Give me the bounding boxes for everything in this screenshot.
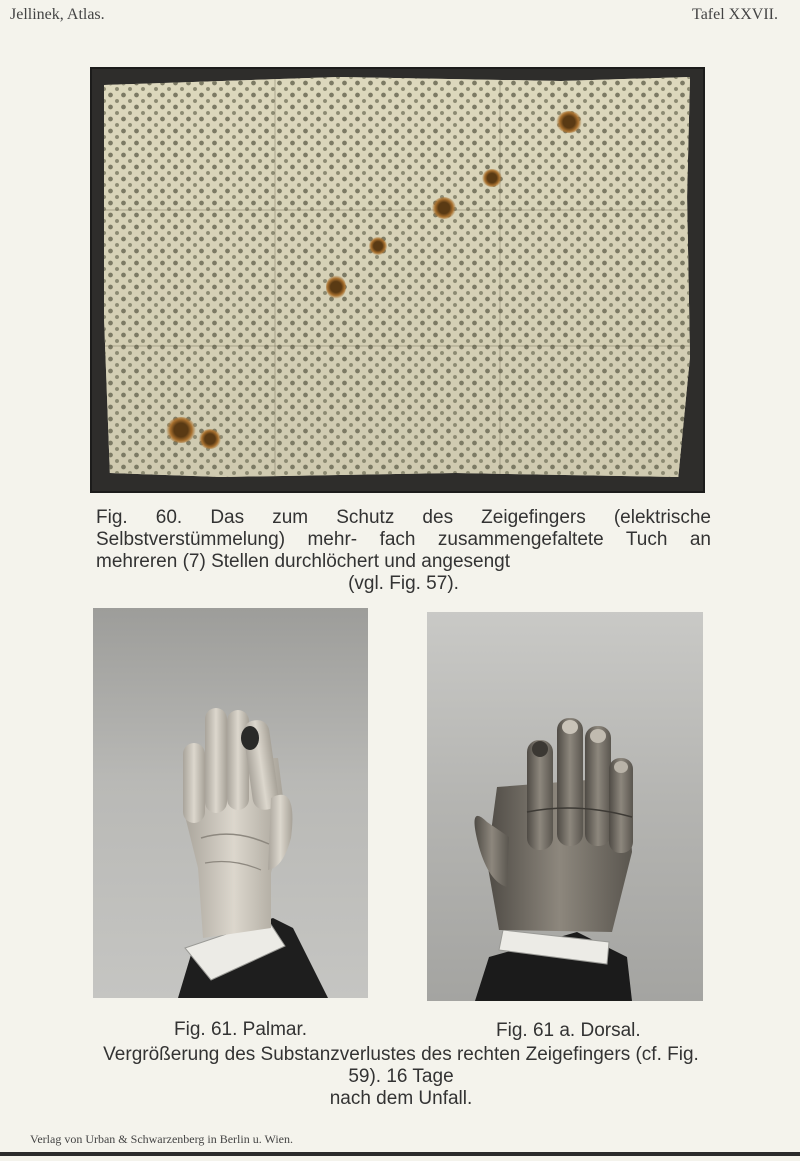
figure-61a-label: Fig. 61 a. Dorsal.	[496, 1020, 641, 1041]
figure-61a-dorsal-photo	[427, 612, 703, 1001]
cloth-fold-line	[104, 345, 690, 347]
figure-61-caption	[86, 1044, 716, 1110]
burn-hole	[326, 275, 346, 299]
burn-hole	[369, 237, 387, 255]
burn-hole	[166, 417, 196, 443]
caption-line: fach zusammengefaltete Tuch an mehreren (7) Stellen durchlöchert und angesengt	[96, 529, 711, 572]
palmar-hand-illustration	[93, 608, 368, 998]
dorsal-hand-illustration	[427, 612, 703, 1001]
burn-hole	[556, 111, 582, 133]
figure-61-palmar-photo	[93, 608, 368, 998]
caption-line: Fig. 60. Das zum Schutz des Zeigefingers (elektrische Selbstverstümmelung) mehr-	[96, 507, 711, 550]
caption-line: (vgl. Fig. 57).	[348, 573, 459, 594]
bottom-border	[0, 1152, 800, 1156]
figure-60-caption	[96, 507, 711, 595]
running-header-plate: Tafel XXVII.	[692, 6, 778, 23]
cloth-fold-line	[104, 209, 690, 211]
patterned-cloth	[104, 77, 690, 477]
figure-60-cloth-photo	[90, 67, 705, 493]
running-header-author: Jellinek, Atlas.	[10, 6, 105, 23]
cloth-fold-line	[499, 77, 501, 477]
burn-hole	[482, 169, 502, 187]
burn-hole	[199, 429, 221, 449]
figure-61-label: Fig. 61. Palmar.	[174, 1019, 308, 1040]
caption-line: nach dem Unfall.	[329, 1088, 473, 1109]
caption-line: Vergrößerung des Substanzverlustes des rechten Zeigefingers (cf. Fig. 59). 16 Tage	[103, 1044, 699, 1087]
publisher-imprint: Verlag von Urban & Schwarzenberg in Berlin u. Wien.	[30, 1132, 294, 1146]
cloth-fold-line	[274, 77, 276, 477]
burn-hole	[432, 197, 456, 219]
